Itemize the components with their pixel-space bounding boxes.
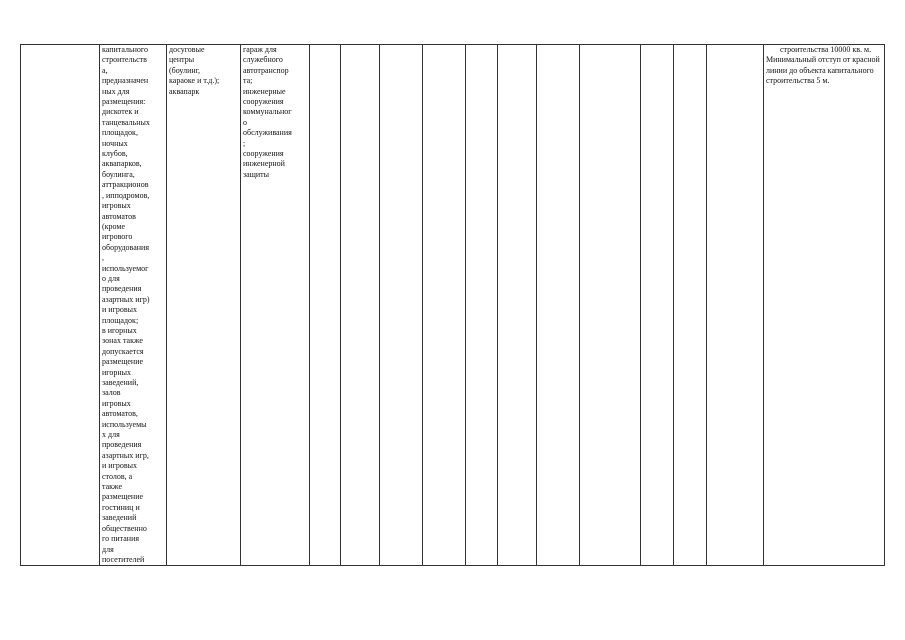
- cell-col-15: [707, 45, 764, 566]
- cell-col-12: [580, 45, 641, 566]
- cell-col-16: [764, 45, 885, 566]
- cell-col-1: [21, 45, 100, 566]
- cell-col-2: [100, 45, 167, 566]
- cell-col-8: [423, 45, 466, 566]
- regulations-table: [20, 44, 885, 566]
- cell-col-13: [641, 45, 674, 566]
- cell-col-11: [537, 45, 580, 566]
- cell-col-3: [167, 45, 241, 566]
- cell-col-7: [380, 45, 423, 566]
- table-row: [21, 45, 885, 566]
- cell-col-10: [498, 45, 537, 566]
- setback-text: Минимальный отступ от красной линии до объекта капитального строительства 5 м.: [766, 55, 880, 86]
- construction-area-text: строительства 10000 кв. м.: [780, 45, 872, 54]
- leisure-centers-text: досуговые центры (боулинг, караоке и т.д.); аквапарк: [169, 45, 220, 96]
- cell-col-5: [310, 45, 341, 566]
- cell-col-4: [241, 45, 310, 566]
- cell-col-6: [341, 45, 380, 566]
- cell-col-9: [466, 45, 498, 566]
- capital-construction-purpose-text: капитального строительств а, предназначен ных для размещения: дискотек и танцевальных площадок, ночных клубов, аквапарков, боулинга, аттракционов , ипподромов, игровых автоматов (кроме игрового оборудования , используемог о для проведения азартных игр) и игровых площадок; в игорных зонах также допускается размещение игорных заведений, залов игровых автоматов, используемы х для проведения азартных игр, и игровых столов, а также размещение гостиниц и заведений общественно го питания для посетителей: [102, 45, 150, 564]
- cell-col-14: [674, 45, 707, 566]
- auxiliary-uses-text: гараж для служебного автотранспор та; инженерные сооружения коммунальног о обслуживания ; сооружения инженерной защиты: [243, 45, 292, 179]
